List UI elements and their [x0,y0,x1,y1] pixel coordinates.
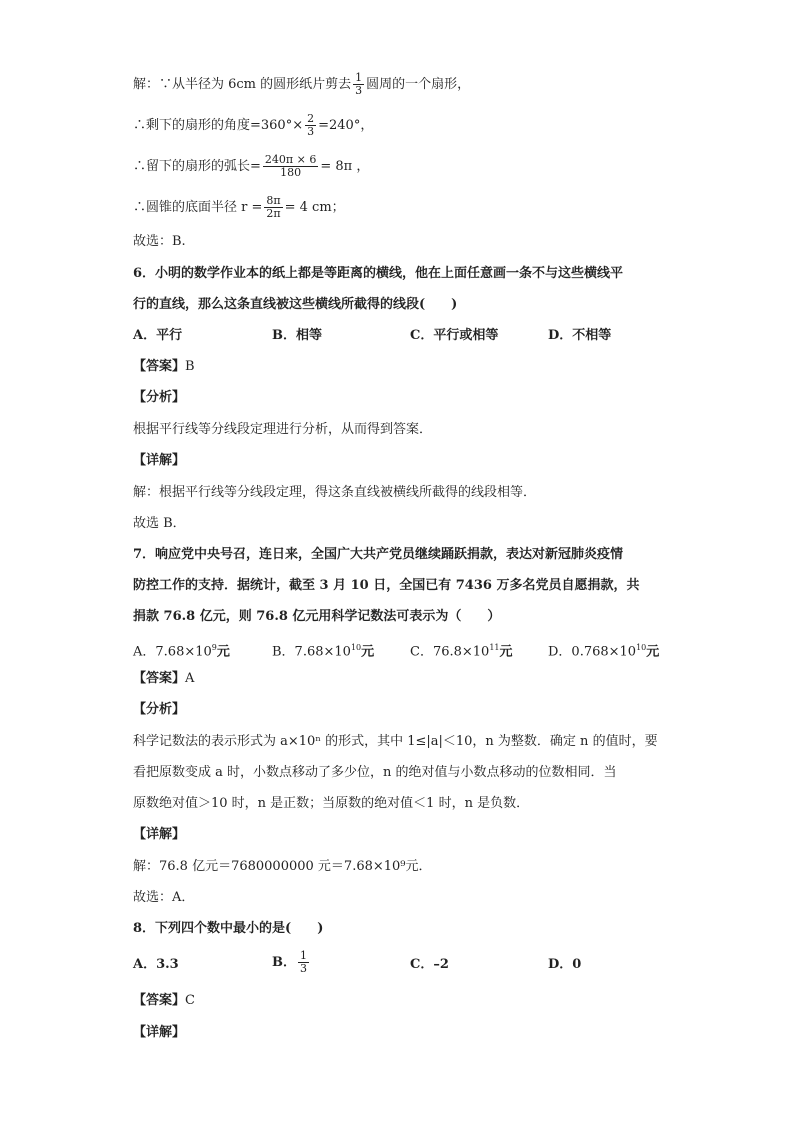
q7-option-c: C．$76.8\times 10^{11}$元 [410,643,513,660]
q6-line2: 行的直线，那么这条直线被这些横线所截得的线段( ) [133,297,458,312]
q8-line1: 8．下列四个数中最小的是( ) [133,921,324,936]
q6-choose: 故选 B． [133,516,186,531]
q7-detail-tag: 【详解】 [133,827,186,842]
q8-option-c: C．–2 [410,957,449,972]
sol5-choose: 故选：B. [133,234,186,249]
q6-option-b: B．相等 [272,328,322,343]
q6-option-a: A．平行 [133,328,183,343]
q8-option-b: B． $\frac{1}{3}$ [272,949,307,975]
q8-option-a: A．3.3 [133,957,179,972]
sol5-line1: 解：∵从半径为 6cm 的圆形纸片剪去 $\frac{1}{3}$ 圆周的一个扇形， [133,71,471,97]
q6-option-d: D．不相等 [548,328,612,343]
q7-line2: 防控工作的支持．据统计，截至 3 月 10 日，全国已有 7436 万多名党员自愿捐款，共 [133,578,640,593]
fraction: $\frac{1}{3}$ [300,949,307,975]
q8-detail-tag: 【详解】 [133,1025,186,1040]
q8-option-d: D．0 [548,957,582,972]
q7-detail: 解：76.8 亿元＝7680000000 元＝7.68×10⁹元． [133,859,432,874]
q7-answer: 【答案】A [133,671,195,686]
q7-analysis-tag: 【分析】 [133,702,186,717]
q7-choose: 故选：A． [133,890,195,905]
fraction: $\frac{240\pi \times 6}{180}$ [264,153,317,179]
q7-analysis-3: 原数绝对值＞10 时，n 是正数；当原数的绝对值＜1 时，n 是负数． [133,796,530,811]
q7-analysis-1: 科学记数法的表示形式为 a×10ⁿ 的形式，其中 1≤|a|＜10，n 为整数．确定 n 的值时，要 [133,734,658,749]
sol5-line2: ∴剩下的扇形的角度=360°× $\frac{2}{3}$ =240°， [133,112,374,138]
q8-answer: 【答案】C [133,993,195,1008]
q6-line1: 6．小明的数学作业本的纸上都是等距离的横线，他在上面任意画一条不与这些横线平 [133,266,624,281]
q7-option-d: D．$0.768\times 10^{10}$元 [548,643,660,660]
q6-analysis-tag: 【分析】 [133,390,186,405]
q6-analysis: 根据平行线等分线段定理进行分析，从而得到答案． [133,422,433,437]
sol5-line4: ∴圆锥的底面半径 r = $\frac{8\pi}{2\pi}$ = 4 cm； [133,194,345,220]
sol5-line3: ∴留下的扇形的弧长= $\frac{240\pi \times 6}{180}$ = 8π ， [133,153,370,179]
fraction: $\frac{8\pi}{2\pi}$ [266,194,281,220]
q7-analysis-2: 看把原数变成 a 时，小数点移动了多少位，n 的绝对值与小数点移动的位数相同．当 [133,765,617,780]
fraction: $\frac{2}{3}$ [307,112,315,138]
q6-detail-tag: 【详解】 [133,453,186,468]
fraction: $\frac{1}{3}$ [355,71,363,97]
q6-option-c: C．平行或相等 [410,328,499,343]
q7-option-b: B．$7.68\times 10^{10}$元 [272,643,375,660]
q6-detail: 解：根据平行线等分线段定理，得这条直线被横线所截得的线段相等． [133,485,537,500]
q6-answer: 【答案】B [133,359,195,374]
q7-option-a: A．$7.68\times 10^9$元 [133,643,230,660]
q7-line1: 7．响应党中央号召，连日来，全国广大共产党员继续踊跃捐款，表达对新冠肺炎疫情 [133,547,624,562]
q7-line3: 捐款 76.8 亿元，则 76.8 亿元用科学记数法可表示为（ ） [133,609,501,624]
